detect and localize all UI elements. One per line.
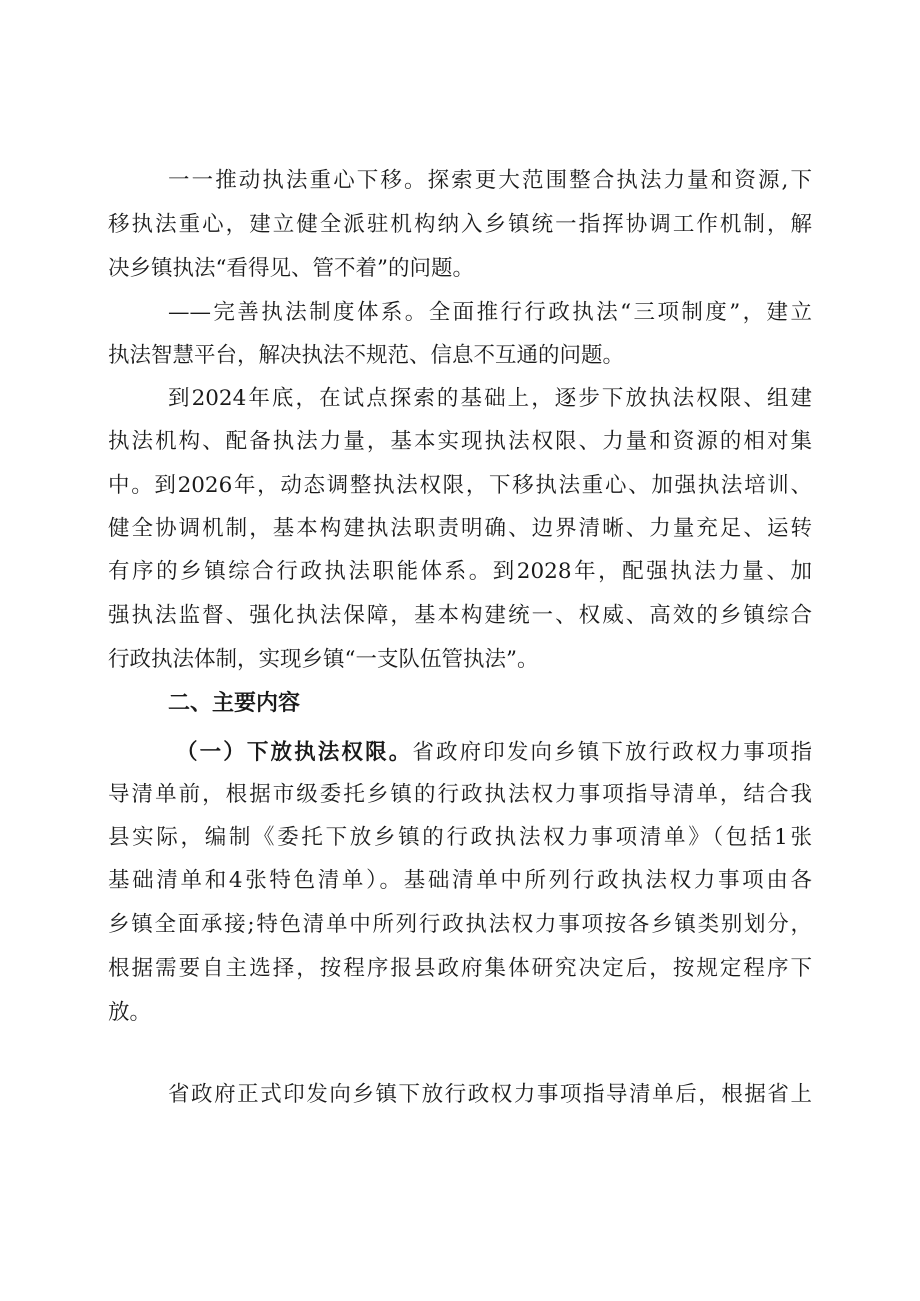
paragraph-line: 执法智慧平台，解决执法不规范、信息不互通的问题。 [108,343,625,368]
paragraph-line: 健全协调机制，基本构建执法职责明确、边界清晰、力量充足、运转 [108,516,812,541]
paragraph-line: 执法机构、配备执法力量，基本实现执法权限、力量和资源的相对集 [108,429,812,454]
paragraph-line: 决乡镇执法“看得见、管不着”的问题。 [108,256,474,281]
paragraph-line: 导清单前，根据市级委托乡镇的行政执法权力事项指导清单，结合我 [108,782,812,807]
section-heading: 二、主要内容 [168,691,301,716]
paragraph-line: 中。到2026年，动态调整执法权限，下移执法重心、加强执法培训、 [108,473,812,498]
paragraph-line: 放。 [108,1000,152,1025]
section-item-text: 省政府印发向乡镇下放行政权力事项指 [412,740,812,765]
paragraph-line: 一一推动执法重心下移。探索更大范围整合执法力量和资源,下 [168,168,812,193]
paragraph-line: 有序的乡镇综合行政执法职能体系。到2028年，配强执法力量、加 [108,559,812,584]
paragraph-line: 县实际，编制《委托下放乡镇的行政执法权力事项清单》（包括1张 [108,825,812,850]
section-item-first-line [176,738,812,768]
paragraph-line: 根据需要自主选择，按程序报县政府集体研究决定后，按规定程序下 [108,956,812,981]
paragraph-line: 强执法监督、强化执法保障，基本构建统一、权威、高效的乡镇综合 [108,603,812,628]
section-item-title: （一）下放执法权限。 [176,740,413,765]
paragraph-line: 省政府正式印发向乡镇下放行政权力事项指导清单后，根据省上 [168,1082,812,1107]
paragraph-line: 乡镇全面承接;特色清单中所列行政执法权力事项按各乡镇类别划分， [108,912,812,937]
paragraph-line: ——完善执法制度体系。全面推行行政执法“三项制度”，建立 [168,300,812,325]
paragraph-line: 行政执法体制，实现乡镇“一支队伍管执法”。 [108,647,539,672]
paragraph-line: 移执法重心，建立健全派驻机构纳入乡镇统一指挥协调工作机制，解 [108,212,812,237]
paragraph-line: 到2024年底，在试点探索的基础上，逐步下放执法权限、组建 [168,386,812,411]
paragraph-line: 基础清单和4张特色清单）。基础清单中所列行政执法权力事项由各 [108,868,812,893]
